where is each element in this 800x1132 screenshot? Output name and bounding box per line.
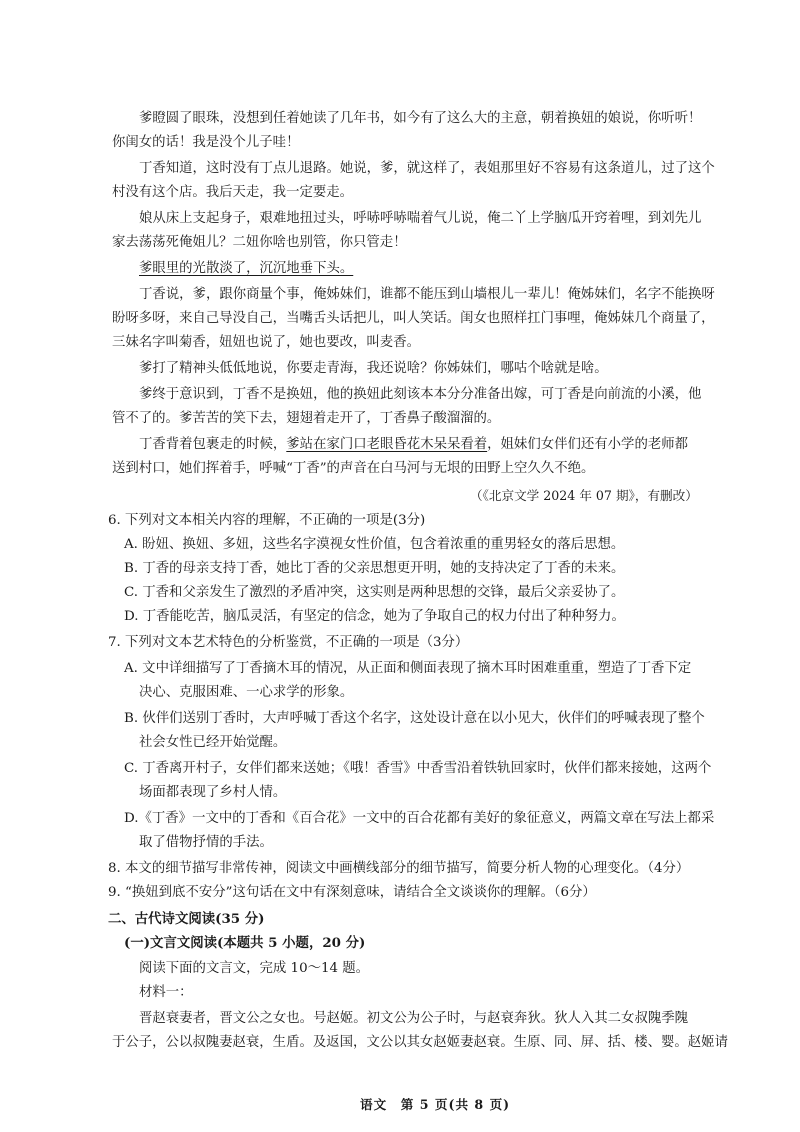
- text-line: [139, 734, 286, 752]
- line-text: 二、古代诗文阅读(35 分): [108, 911, 265, 927]
- text-line: [124, 934, 365, 952]
- text-line: [139, 360, 608, 378]
- line-text: 家去荡荡死俺姐儿？二妞你啥也别管，你只管走！: [112, 235, 407, 250]
- text-line: [108, 910, 264, 928]
- text-line: [139, 436, 688, 454]
- line-text: B. 伙伴们送别丁香时，大声呼喊丁香这个名字，这处设计意在以小见大，伙伴们的呼喊表现了整个: [124, 711, 705, 726]
- line-text: C. 丁香和父亲发生了激烈的矛盾冲突，这实则是两种思想的交锋，最后父亲妥协了。: [124, 585, 625, 600]
- text-line: [108, 884, 596, 902]
- line-text: 娘从床上支起身子，艰难地扭过头，呼哧呼哧喘着气儿说，俺二丫上学脑瓜开窍着哩，到刘先儿: [139, 211, 702, 226]
- text-line: [139, 984, 193, 1002]
- text-line: [139, 784, 286, 802]
- line-text: 社会女性已经开始觉醒。: [139, 735, 287, 750]
- text-line: [139, 834, 273, 852]
- text-line: [112, 1034, 728, 1052]
- line-text: 8. 本文的细节描写非常传神，阅读文中画横线部分的细节描写，简要分析人物的心理变化。（4分）: [108, 861, 690, 876]
- line-text-rest: ，姐妹们女伴们还有小学的老师都: [487, 437, 689, 452]
- line-text: 丁香知道，这时没有丁点儿退路。她说，爹，就这样了，表姐那里好不容易有这条道儿，过了这个: [139, 161, 715, 176]
- line-text: 爹打了精神头低低地说，你要走青海，我还说啥？你姊妹们，哪咕个啥就是啥。: [139, 361, 608, 376]
- line-text: 爹终于意识到，丁香不是换妞，他的换妞此刻该本本分分准备出嫁，可丁香是向前流的小溪，他: [139, 387, 702, 402]
- line-text: 盼呀多呀，来自己导没自己，当嘴舌头话把儿，叫人笑话。闺女也照样扛门事哩，俺姊妹几个商量了，: [112, 311, 715, 326]
- line-text: 取了借物抒情的手法。: [139, 835, 273, 850]
- line-text: D. 丁香能吃苦，脑瓜灵活，有坚定的信念，她为了争取自己的权力付出了种种努力。: [124, 609, 625, 624]
- line-text: B. 丁香的母亲支持丁香，她比丁香的父亲思想更开明，她的支持决定了丁香的未来。: [124, 561, 625, 576]
- text-line: [112, 410, 500, 428]
- text-line: [124, 760, 711, 778]
- text-line: [112, 134, 299, 152]
- line-text: 于公子，公以叔隗妻赵衰，生盾。及返国，文公以其女赵姬妻赵衰。生原、同、屏、括、楼、婴。赵姬请: [112, 1035, 728, 1050]
- line-text: 场面都表现了乡村人情。: [139, 785, 287, 800]
- text-line: [139, 286, 715, 304]
- text-line: [112, 460, 594, 478]
- line-text: 村没有这个店。我后天走，我一定要走。: [112, 185, 354, 200]
- underlined-detail: 爹站在家门口老眼昏花木呆呆看着: [286, 437, 488, 452]
- text-line: [124, 536, 624, 554]
- line-text: A. 盼妞、换妞、多妞，这些名字漠视女性价值，包含着浓重的重男轻女的落后思想。: [124, 537, 625, 552]
- page-footer: 语文 第 5 页(共 8 页): [360, 1097, 511, 1112]
- text-line: [112, 234, 407, 252]
- text-line: [124, 660, 691, 678]
- line-text: 阅读下面的文言文，完成 10～14 题。: [139, 961, 370, 976]
- line-text: 三妹名字叫菊香，妞妞也说了，她也要改，叫麦香。: [112, 335, 420, 350]
- text-line: [108, 512, 425, 530]
- text-line: [112, 334, 420, 352]
- text-line: [124, 810, 714, 828]
- line-text: 管不了的。爹苦苦的笑下去，翅翅着走开了，丁香鼻子酸溜溜的。: [112, 411, 501, 426]
- line-text: 决心、克服困难、一心求学的形象。: [139, 685, 354, 700]
- line-text: C. 丁香离开村子，女伴们都来送她；《哦！香雪》中香雪沿着铁轨回家时，伙伴们都来接她，这两个: [124, 761, 712, 776]
- text-line: [112, 310, 715, 328]
- text-line: [108, 634, 468, 652]
- text-line: [139, 160, 715, 178]
- text-line: [139, 210, 701, 228]
- line-text: 爹眼里的光散淡了，沉沉地垂下头。: [139, 261, 354, 276]
- line-text: 爹瞪圆了眼珠，没想到任着她读了几年书，如今有了这么大的主意，朝着换妞的娘说，你听听！: [139, 111, 702, 126]
- text-line: [112, 184, 353, 202]
- line-text: 丁香背着包裹走的时候，: [139, 437, 287, 452]
- text-line: [470, 487, 698, 505]
- line-text: 7. 下列对文本艺术特色的分析鉴赏，不正确的一项是（3分）: [108, 635, 469, 650]
- text-line: [124, 710, 705, 728]
- text-line: [139, 684, 353, 702]
- text-line: [124, 608, 625, 626]
- text-line: [139, 260, 353, 278]
- line-text: （《北京文学 2024 年 07 期》，有删改）: [470, 488, 698, 503]
- line-text: 丁香说，爹，跟你商量个事，俺姊妹们，谁都不能压到山墙根儿一辈儿！俺姊妹们，名字不能换呀: [139, 287, 715, 302]
- line-text: (一)文言文阅读(本题共 5 小题，20 分): [124, 935, 366, 951]
- text-line: [139, 960, 369, 978]
- line-text: 你闺女的话！我是没个儿子哇！: [112, 135, 300, 150]
- text-line: [108, 860, 689, 878]
- line-text: 6. 下列对文本相关内容的理解，不正确的一项是(3分): [108, 513, 426, 528]
- text-line: [124, 584, 624, 602]
- text-line: [139, 1010, 688, 1028]
- line-text: 9. “换妞到底不安分”这句话在文中有深刻意味，请结合全文谈谈你的理解。（6分）: [108, 885, 596, 900]
- text-line: [139, 386, 701, 404]
- text-line: [139, 110, 701, 128]
- line-text: 晋赵衰妻者，晋文公之女也。号赵姬。初文公为公子时，与赵衰奔狄。狄人入其二女叔隗季隗: [139, 1011, 689, 1026]
- line-text: A. 文中详细描写了丁香摘木耳的情况，从正面和侧面表现了摘木耳时困难重重，塑造了丁香下定: [124, 661, 692, 676]
- line-text: 材料一：: [139, 985, 193, 1000]
- line-text: 送到村口，她们挥着手，呼喊“丁香”的声音在白马河与无垠的田野上空久久不绝。: [112, 461, 595, 476]
- line-text: D.《丁香》一文中的丁香和《百合花》一文中的百合花都有美好的象征意义，两篇文章在写法上都采: [124, 811, 715, 826]
- text-line: [124, 560, 624, 578]
